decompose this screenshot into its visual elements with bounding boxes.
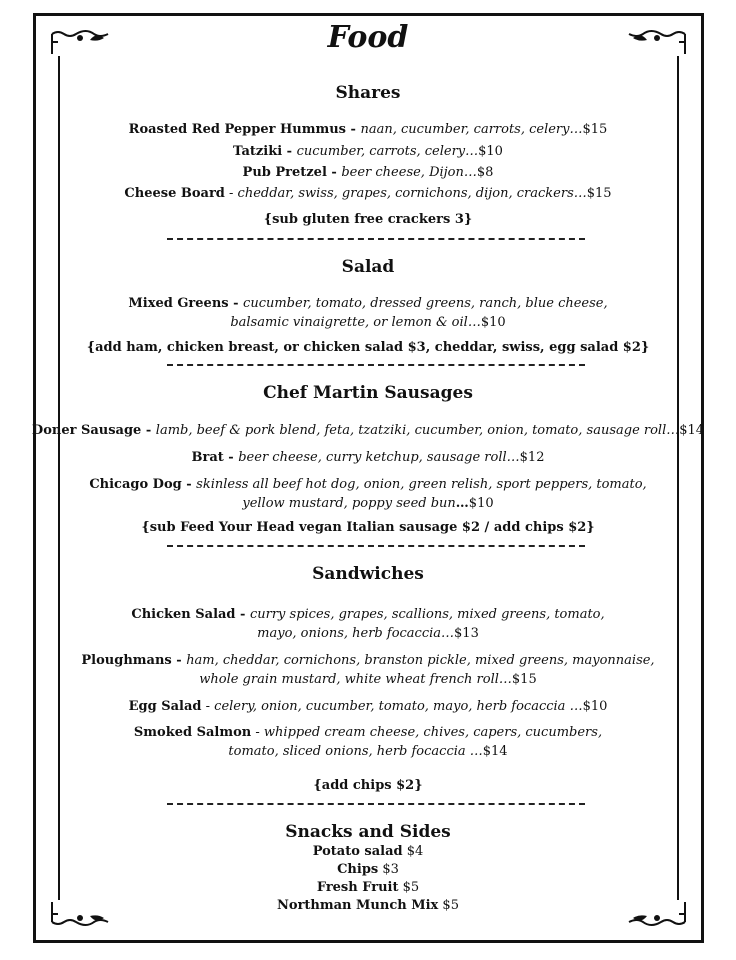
menu-item: Roasted Red Pepper Hummus - naan, cucumber, carrots, celery…$15	[128, 122, 608, 137]
menu-item-continued: balsamic vinaigrette, or lemon & oil…$10	[230, 315, 506, 330]
section-heading-salad: Salad	[341, 257, 395, 277]
menu-item: Cheese Board - cheddar, swiss, grapes, cornichons, dijon, crackers…$15	[124, 186, 612, 201]
menu-item: Fresh Fruit $5	[316, 880, 420, 895]
dashed-divider	[167, 803, 585, 805]
dashed-divider	[167, 238, 585, 240]
menu-item: Chips $3	[337, 862, 399, 877]
menu-item: Egg Salad - celery, onion, cucumber, tomato, mayo, herb focaccia …$10	[128, 699, 608, 714]
menu-item: Brat - beer cheese, curry ketchup, sausage roll…$12	[191, 450, 545, 465]
section-heading-snacks: Snacks and Sides	[285, 822, 451, 842]
menu-item-continued: whole grain mustard, white wheat french roll…$15	[199, 672, 537, 687]
menu-item: Tatziki - cucumber, carrots, celery…$10	[233, 144, 503, 159]
section-note: {add chips $2}	[313, 778, 423, 793]
section-note: {sub gluten free crackers 3}	[263, 212, 473, 227]
menu-item: Mixed Greens - cucumber, tomato, dressed greens, ranch, blue cheese,	[128, 296, 608, 311]
menu-item: Ploughmans - ham, cheddar, cornichons, branston pickle, mixed greens, mayonnaise,	[81, 653, 655, 668]
menu-item-continued: mayo, onions, herb focaccia…$13	[257, 626, 479, 641]
section-heading-sausages: Chef Martin Sausages	[263, 383, 473, 403]
section-note: {sub Feed Your Head vegan Italian sausage $2 / add chips $2}	[141, 520, 595, 535]
page-title: Food	[327, 20, 409, 55]
menu-item-continued: yellow mustard, poppy seed bun…$10	[242, 496, 494, 511]
dashed-divider	[167, 364, 585, 366]
section-heading-sandwiches: Sandwiches	[312, 564, 424, 584]
menu-item: Smoked Salmon - whipped cream cheese, chives, capers, cucumbers,	[133, 725, 603, 740]
section-note: {add ham, chicken breast, or chicken salad $3, cheddar, swiss, egg salad $2}	[86, 340, 650, 355]
menu-item: Chicken Salad - curry spices, grapes, scallions, mixed greens, tomato,	[131, 607, 605, 622]
menu-item: Northman Munch Mix $5	[277, 898, 459, 913]
menu-item: Potato salad $4	[312, 844, 424, 859]
menu-item: Pub Pretzel - beer cheese, Dijon…$8	[242, 165, 494, 180]
menu-item: Chicago Dog - skinless all beef hot dog, onion, green relish, sport peppers, tomato,	[89, 477, 647, 492]
section-heading-shares: Shares	[335, 83, 401, 103]
dashed-divider	[167, 545, 585, 547]
menu-item: Doner Sausage - lamb, beef & pork blend, feta, tzatziki, cucumber, onion, tomato, sausage roll…$14	[31, 423, 705, 438]
menu-item-continued: tomato, sliced onions, herb focaccia …$14	[228, 744, 508, 759]
